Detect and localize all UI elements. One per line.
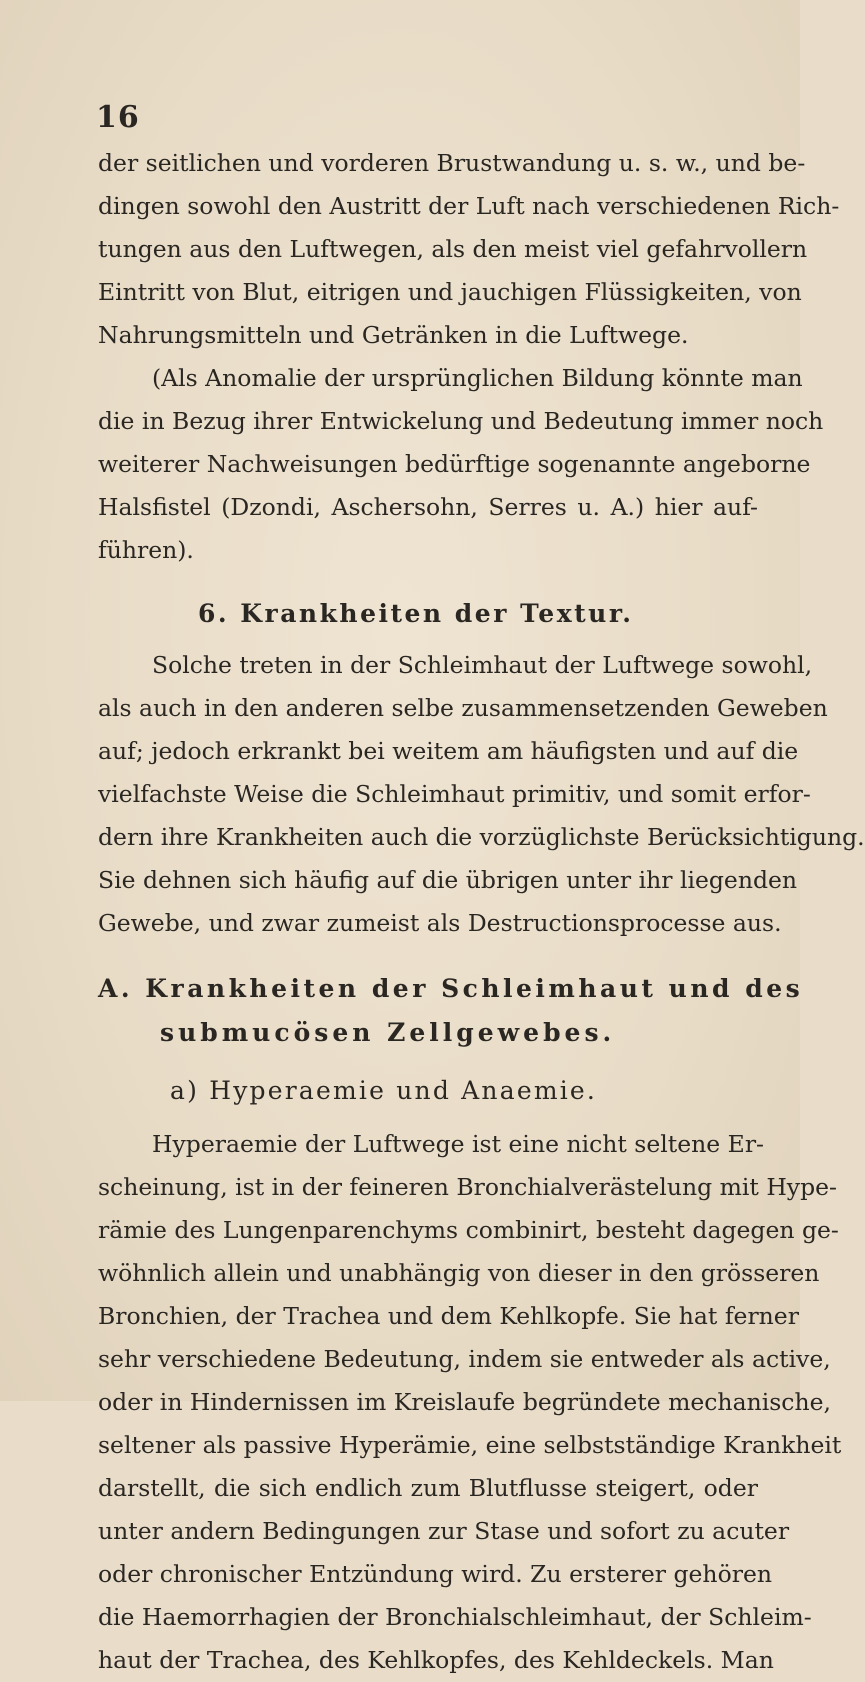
text-line: Nahrungsmitteln und Getränken in die Luftwege. (98, 321, 689, 349)
text-line: weiterer Nachweisungen bedürftige sogenannte angeborne (98, 450, 811, 478)
text-line: haut der Trachea, des Kehlkopfes, des Kehldeckels. Man (98, 1646, 774, 1674)
text-line: unter andern Bedingungen zur Stase und sofort zu acuter (98, 1517, 790, 1545)
text-line: dingen sowohl den Austritt der Luft nach verschiedenen Rich- (98, 192, 840, 220)
section-heading-a-line1: A. Krankheiten der Schleimhaut und des (98, 974, 804, 1003)
text-line: die Haemorrhagien der Bronchialschleimhaut, der Schleim- (98, 1603, 812, 1631)
text-line: die in Bezug ihrer Entwickelung und Bedeutung immer noch (98, 407, 824, 435)
paragraph-2 (98, 357, 824, 572)
text-line: der seitlichen und vorderen Brustwandung u. s. w., und be- (98, 149, 806, 177)
text-line: Sie dehnen sich häufig auf die übrigen unter ihr liegenden (98, 866, 798, 894)
text-line: wöhnlich allein und unabhängig von dieser in den grösseren (98, 1259, 820, 1287)
text-line: Solche treten in der Schleimhaut der Luftwege sowohl, (152, 651, 813, 679)
text-line: Gewebe, und zwar zumeist als Destructionsprocesse aus. (98, 909, 782, 937)
text-line: führen). (98, 536, 194, 564)
text-line: vielfachste Weise die Schleimhaut primitiv, und somit erfor- (98, 780, 811, 808)
page-number: 16 (96, 100, 140, 135)
text-line: Hyperaemie der Luftwege ist eine nicht seltene Er- (152, 1130, 764, 1158)
text-line: rämie des Lungenparenchyms combinirt, besteht dagegen ge- (98, 1216, 839, 1244)
section-heading-6: 6. Krankheiten der Textur. (198, 599, 634, 628)
text-line: sehr verschiedene Bedeutung, indem sie entweder als active, (98, 1345, 831, 1373)
text-line: darstellt, die sich endlich zum Blutflusse steigert, oder (98, 1474, 758, 1502)
paragraph-1 (98, 142, 840, 357)
text-line: Halsfistel (Dzondi, Aschersohn, Serres u. A.) hier auf- (98, 493, 758, 521)
text-line: als auch in den anderen selbe zusammensetzenden Geweben (98, 694, 828, 722)
text-line: oder chronischer Entzündung wird. Zu ersterer gehören (98, 1560, 772, 1588)
text-line: scheinung, ist in der feineren Bronchialverästelung mit Hype- (98, 1173, 837, 1201)
text-line: auf; jedoch erkrankt bei weitem am häufigsten und auf die (98, 737, 799, 765)
paragraph-3 (98, 644, 865, 945)
text-line: Bronchien, der Trachea und dem Kehlkopfe. Sie hat ferner (98, 1302, 799, 1330)
text-line: (Als Anomalie der ursprünglichen Bildung könnte man (152, 364, 803, 392)
text-line: dern ihre Krankheiten auch die vorzüglichste Berücksichtigung. (98, 823, 865, 851)
subsection-heading-a: a) Hyperaemie und Anaemie. (170, 1076, 598, 1105)
text-line: oder in Hindernissen im Kreislaufe begründete mechanische, (98, 1388, 831, 1416)
text-line: seltener als passive Hyperämie, eine selbstständige Krankheit (98, 1431, 842, 1459)
section-heading-a-line2: submucösen Zellgewebes. (160, 1018, 616, 1047)
page-content (98, 142, 865, 1682)
paragraph-4 (98, 1123, 842, 1682)
text-line: Eintritt von Blut, eitrigen und jauchigen Flüssigkeiten, von (98, 278, 802, 306)
text-line: tungen aus den Luftwegen, als den meist viel gefahrvollern (98, 235, 808, 263)
